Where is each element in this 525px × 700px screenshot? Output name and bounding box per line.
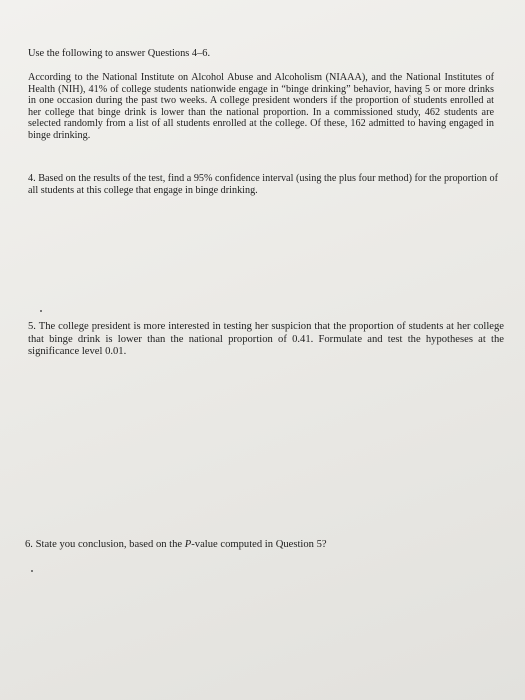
stray-mark <box>31 570 33 572</box>
question-text-start: State you conclusion, based on the <box>35 539 185 550</box>
instructions-heading: Use the following to answer Questions 4–6. <box>28 48 211 59</box>
problem-context-paragraph: According to the National Institute on Alcohol Abuse and Alcoholism (NIAAA), and the National Institutes of Health (NIH), 41% of college students nationwide engage in “binge drinking” behavior, having 5 or more drinks in one occasion during the past two weeks. A college president wonders if the proportion of students enrolled at her college that binge drink is lower than the national proportion. In a commissioned study, 462 students are selected randomly from a list of all students enrolled at the college. Of these, 162 admitted to having engaged in binge drinking. <box>28 72 494 141</box>
question-text-end: -value computed in Question 5? <box>191 539 327 550</box>
p-value-italic: P <box>184 539 192 550</box>
stray-mark <box>40 310 42 312</box>
question-number: 5. <box>28 321 36 332</box>
question-number: 4. <box>28 173 36 184</box>
question-6 <box>25 538 327 551</box>
question-number: 6. <box>25 539 33 550</box>
question-text: Based on the results of the test, find a 95% confidence interval (using the plus four method) for the proportion of all students at this college that engage in binge drinking. <box>28 173 498 196</box>
question-text: The college president is more interested in testing her suspicion that the proportion of students at her college that binge drink is lower than the national proportion of 0.41. Formulate and test the hypotheses at the significance level 0.01. <box>28 321 504 358</box>
question-5 <box>28 321 504 359</box>
question-4 <box>28 173 498 196</box>
